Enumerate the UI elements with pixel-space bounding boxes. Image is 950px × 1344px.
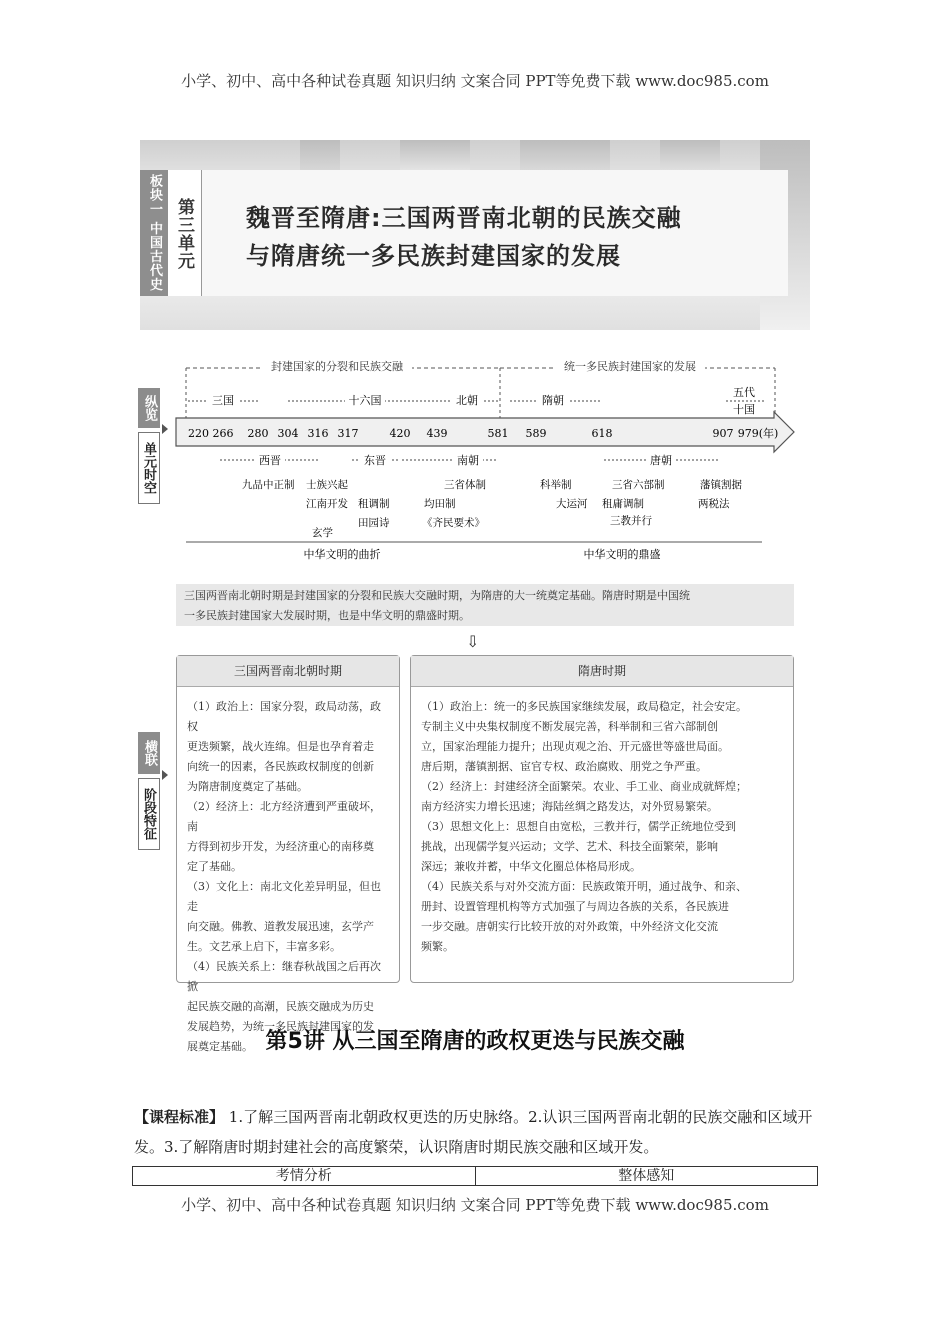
panel-line: （4）民族关系上：继春秋战国之后再次掀 [187, 960, 381, 993]
panel-line: 生。文艺承上启下，丰富多彩。 [187, 940, 341, 953]
panel-line: 册封、设置管理机构等方式加强了与周边各族的关系，各民族进 [421, 900, 729, 913]
period-western-jin: 西晋 [259, 454, 281, 467]
panel-line: 展奠定基础。 [187, 1040, 253, 1053]
course-standard-text: 1.了解三国两晋南北朝政权更迭的历史脉络。2.认识三国两晋南北朝的民族交融和区域开发。3.了解隋唐时期封建社会的高度繁荣，认识隋唐时期民族交融和区域开发。 [134, 1108, 813, 1156]
period-tang: 唐朝 [650, 454, 672, 467]
year-label: 907 [712, 427, 734, 440]
event: 玄学 [312, 527, 333, 539]
panel-line: （2）经济上：北方经济遭到严重破坏，南 [187, 800, 381, 833]
course-standard-label: 【课程标准】 [134, 1108, 225, 1126]
panel-body [177, 687, 399, 1057]
period-ten-kingdoms: 十国 [733, 403, 755, 416]
panel-line: （1）政治上：统一的多民族国家继续发展，政局稳定，社会安定。 [421, 700, 747, 713]
panel-three-kingdoms [176, 655, 400, 1053]
panel-body [411, 687, 793, 957]
event: 九品中正制 [242, 479, 295, 491]
bottom-label-right: 中华文明的鼎盛 [583, 548, 661, 561]
event: 均田制 [424, 498, 456, 510]
period-three-kingdoms: 三国 [212, 394, 234, 407]
period-eastern-jin: 东晋 [364, 454, 386, 467]
panel-line: （1）政治上：国家分裂，政局动荡，政权 [187, 700, 381, 733]
side-pointer [162, 770, 168, 780]
side-box-horizontal: 阶段特征 [138, 778, 160, 850]
event: 三省六部制 [612, 479, 665, 491]
side-tag-horizontal: 横联 [138, 732, 160, 774]
lecture-title: 第5讲 从三国至隋唐的政权更迭与民族交融 [265, 1029, 685, 1054]
table-header-cell: 整体感知 [618, 1168, 675, 1184]
event: 三省体制 [444, 479, 486, 491]
event: 《齐民要术》 [422, 517, 485, 529]
panel-line: 起民族交融的高潮，民族交融成为历史 [187, 1000, 374, 1013]
year-label: 618 [591, 427, 613, 440]
period-sixteen-kingdoms: 十六国 [348, 394, 382, 407]
banner-panel [140, 170, 788, 296]
period-southern-dynasties: 南朝 [457, 454, 479, 467]
event: 科举制 [540, 479, 572, 491]
event: 租庸调制 [602, 498, 644, 510]
panel-line: （3）文化上：南北文化差异明显，但也走 [187, 880, 381, 913]
event: 士族兴起 [306, 479, 348, 491]
panel-sui-tang [410, 655, 794, 983]
banner-title-line2: 与隋唐统一多民族封建国家的发展 [246, 242, 621, 270]
unit-tab: 第三单元 [168, 170, 202, 296]
event: 三教并行 [610, 515, 652, 527]
side-box-vertical: 单元时空 [138, 432, 160, 504]
panel-line: 挑战，出现儒学复兴运动；文学、艺术、科技全面繁荣，影响 [421, 840, 718, 853]
summary-box [176, 584, 794, 626]
panel-line: 一步交融。唐朝实行比较开放的对外政策，中外经济文化交流 [421, 920, 718, 933]
panel-line: 立，国家治理能力提升；出现贞观之治、开元盛世等盛世局面。 [421, 740, 729, 753]
panel-line: （3）思想文化上：思想自由宽松，三教并行，儒学正统地位受到 [421, 820, 736, 833]
year-label: 581 [487, 427, 509, 440]
panel-line: 方得到初步开发，为经济重心的南移奠 [187, 840, 374, 853]
panel-line: 深远；兼收并蓄，中华文化圈总体格局形成。 [421, 860, 641, 873]
event: 田园诗 [358, 517, 390, 529]
panel-title: 隋唐时期 [411, 656, 793, 687]
year-label: 420 [389, 427, 411, 440]
panel-line: （4）民族关系与对外交流方面：民族政策开明，通过战争、和亲、 [421, 880, 747, 893]
year-label: 979(年) [737, 427, 779, 440]
year-label: 266 [212, 427, 234, 440]
down-arrow-icon: ⇩ [466, 632, 480, 651]
banner-title-line1: 魏晋至隋唐:三国两晋南北朝的民族交融 [246, 204, 682, 232]
year-label: 316 [307, 427, 329, 440]
page-footer: 小学、初中、高中各种试卷真题 知识归纳 文案合同 PPT等免费下载 www.doc985.com [181, 1196, 769, 1214]
period-northern-dynasties: 北朝 [456, 394, 478, 407]
section-tab: 板块一 中国古代史 [140, 170, 168, 296]
event: 藩镇割据 [700, 479, 742, 491]
year-label: 589 [525, 427, 547, 440]
summary-line: 一多民族封建国家大发展时期，也是中华文明的鼎盛时期。 [184, 609, 470, 622]
panel-line: 向交融。佛教、道教发展迅速，玄学产 [187, 920, 374, 933]
timeline-span-right: 统一多民族封建国家的发展 [564, 360, 696, 373]
year-label: 220 [188, 427, 209, 440]
panel-line: 南方经济实力增长迅速；海陆丝绸之路发达，对外贸易繁荣。 [421, 800, 718, 813]
panel-line: 唐后期，藩镇割据、宦官专权、政治腐败、朋党之争严重。 [421, 760, 707, 773]
year-label: 280 [247, 427, 269, 440]
event: 租调制 [358, 498, 390, 510]
side-tag-vertical: 纵览 [138, 388, 160, 428]
year-label: 439 [426, 427, 448, 440]
timeline-span-left: 封建国家的分裂和民族交融 [271, 360, 403, 373]
event: 大运河 [556, 498, 588, 510]
panel-line: 为隋唐制度奠定了基础。 [187, 780, 308, 793]
year-label: 304 [277, 427, 299, 440]
panel-line: 频繁。 [421, 940, 454, 953]
event: 江南开发 [306, 498, 348, 510]
summary-line: 三国两晋南北朝时期是封建国家的分裂和民族大交融时期，为隋唐的大一统奠定基础。隋唐时期是中国统 [184, 589, 690, 602]
panel-line: 发展趋势，为统一多民族封建国家的发 [187, 1020, 374, 1033]
unit-banner [140, 140, 810, 330]
panel-title: 三国两晋南北朝时期 [177, 656, 399, 687]
period-five-dynasties: 五代 [733, 386, 755, 399]
year-label: 317 [337, 427, 359, 440]
analysis-table-header [132, 1166, 818, 1186]
course-standard [134, 1102, 824, 1162]
panel-line: （2）经济上：封建经济全面繁荣。农业、手工业、商业成就辉煌； [421, 780, 747, 793]
table-header-cell: 考情分析 [133, 1167, 476, 1185]
unit-timeline [170, 352, 800, 572]
page-header: 小学、初中、高中各种试卷真题 知识归纳 文案合同 PPT等免费下载 www.doc985.com [181, 72, 769, 90]
panel-line: 专制主义中央集权制度不断发展完善，科举制和三省六部制创 [421, 720, 718, 733]
period-sui: 隋朝 [542, 394, 564, 407]
bottom-label-left: 中华文明的曲折 [303, 548, 381, 561]
side-pointer [162, 424, 168, 434]
event: 两税法 [698, 498, 730, 510]
panel-line: 向统一的因素，各民族政权制度的创新 [187, 760, 374, 773]
panel-line: 定了基础。 [187, 860, 242, 873]
panel-line: 更迭频繁，战火连绵。但是也孕育着走 [187, 740, 374, 753]
